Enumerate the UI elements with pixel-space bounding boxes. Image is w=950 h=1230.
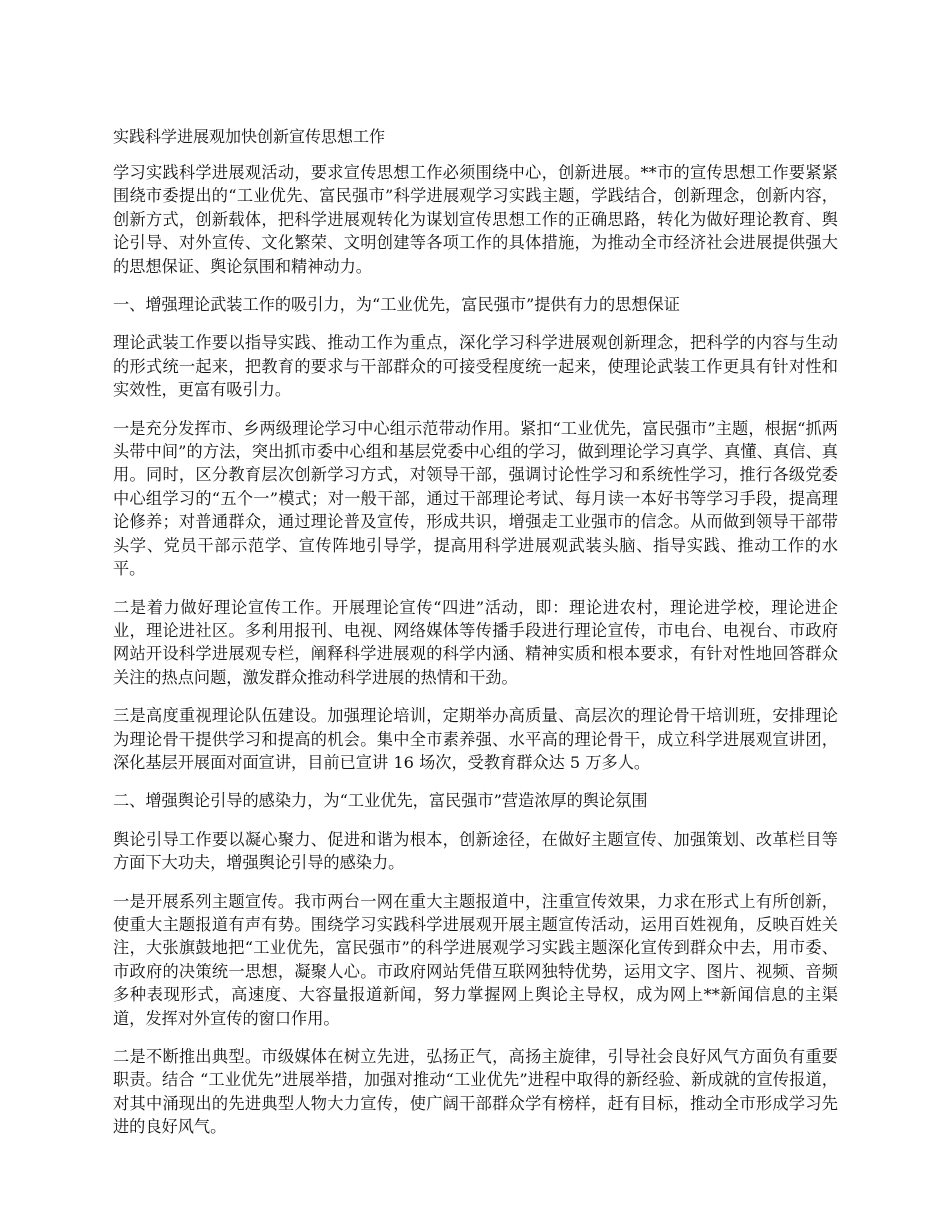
section-2-summary: 舆论引导工作要以凝心聚力、促进和谐为根本，创新途径，在做好主题宣传、加强策划、改革栏目等方面下大功夫，增强舆论引导的感染力。 [113,829,838,873]
section-1-point-3: 三是高度重视理论队伍建设。加强理论培训，定期举办高质量、高层次的理论骨干培训班，安排理论为理论骨干提供学习和提高的机会。集中全市素养强、水平高的理论骨干，成立科学进展观宣讲团，深化基层开展面对面宣讲，目前已宣讲 16 场次，受教育群众达 5 万多人。 [113,706,838,772]
section-2-heading: 二、增强舆论引导的感染力，为“工业优先，富民强市”营造浓厚的舆论氛围 [113,791,648,811]
document-title: 实践科学进展观加快创新宣传思想工作 [113,127,386,146]
section-2-point-2: 二是不断推出典型。市级媒体在树立先进，弘扬正气，高扬主旋律，引导社会良好风气方面负有重要职责。结合 “工业优先”进展举措，加强对推动“工业优先”进程中取得的新经验、新成就的宣传报道，对其中涌现出的先进典型人物大力宣传，使广阔干部群众学有榜样，赶有目标，推动全市形成学习先进的良好风气。 [113,1047,838,1137]
section-2-point-1: 一是开展系列主题宣传。我市两台一网在重大主题报道中，注重宣传效果，力求在形式上有所创新，使重大主题报道有声有势。围绕学习实践科学进展观开展主题宣传活动，运用百姓视角，反映百姓关注，大张旗鼓地把“工业优先，富民强市”的科学进展观学习实践主题深化宣传到群众中去，用市委、市政府的决策统一思想，凝聚人心。市政府网站凭借互联网独特优势，运用文字、图片、视频、音频多种表现形式，高速度、大容量报道新闻，努力掌握网上舆论主导权，成为网上**新闻信息的主渠道，发挥对外宣传的窗口作用。 [113,891,838,1028]
section-1-point-1: 一是充分发挥市、乡两级理论学习中心组示范带动作用。紧扣“工业优先，富民强市”主题，根据“抓两头带中间”的方法，突出抓市委中心组和基层党委中心组的学习，做到理论学习真学、真懂、真信、真用。同时，区分教育层次创新学习方式，对领导干部，强调讨论性学习和系统性学习，推行各级党委中心组学习的“五个一”模式；对一般干部，通过干部理论考试、每月读一本好书等学习手段，提高理论修养；对普通群众，通过理论普及宣传，形成共识，增强走工业强市的信念。从而做到领导干部带头学、党员干部示范学、宣传阵地引导学，提高用科学进展观武装头脑、指导实践、推动工作的水平。 [113,418,838,579]
section-1-point-2: 二是着力做好理论宣传工作。开展理论宣传“四进”活动，即：理论进农村，理论进学校，理论进企业，理论进社区。多利用报刊、电视、网络媒体等传播手段进行理论宣传，市电台、电视台、市政府网站开设科学进展观专栏，阐释科学进展观的科学内涵、精神实质和根本要求，有针对性地回答群众关注的热点问题，激发群众推动科学进展的热情和干劲。 [113,597,838,687]
document-page [113,125,838,1154]
intro-paragraph: 学习实践科学进展观活动，要求宣传思想工作必须围绕中心，创新进展。**市的宣传思想工作要紧紧围绕市委提出的“工业优先、富民强市”科学进展观学习实践主题，学践结合，创新理念，创新内容，创新方式，创新载体，把科学进展观转化为谋划宣传思想工作的正确思路，转化为做好理论教育、舆论引导、对外宣传、文化繁荣、文明创建等各项工作的具体措施，为推动全市经济社会进展提供强大的思想保证、舆论氛围和精神动力。 [113,163,838,276]
section-1-summary: 理论武装工作要以指导实践、推动工作为重点，深化学习科学进展观创新理念，把科学的内容与生动的形式统一起来，把教育的要求与干部群众的可接受程度统一起来，使理论武装工作更具有针对性和实效性，更富有吸引力。 [113,333,838,400]
section-1-heading: 一、增强理论武装工作的吸引力，为“工业优先，富民强市”提供有力的思想保证 [113,295,680,315]
